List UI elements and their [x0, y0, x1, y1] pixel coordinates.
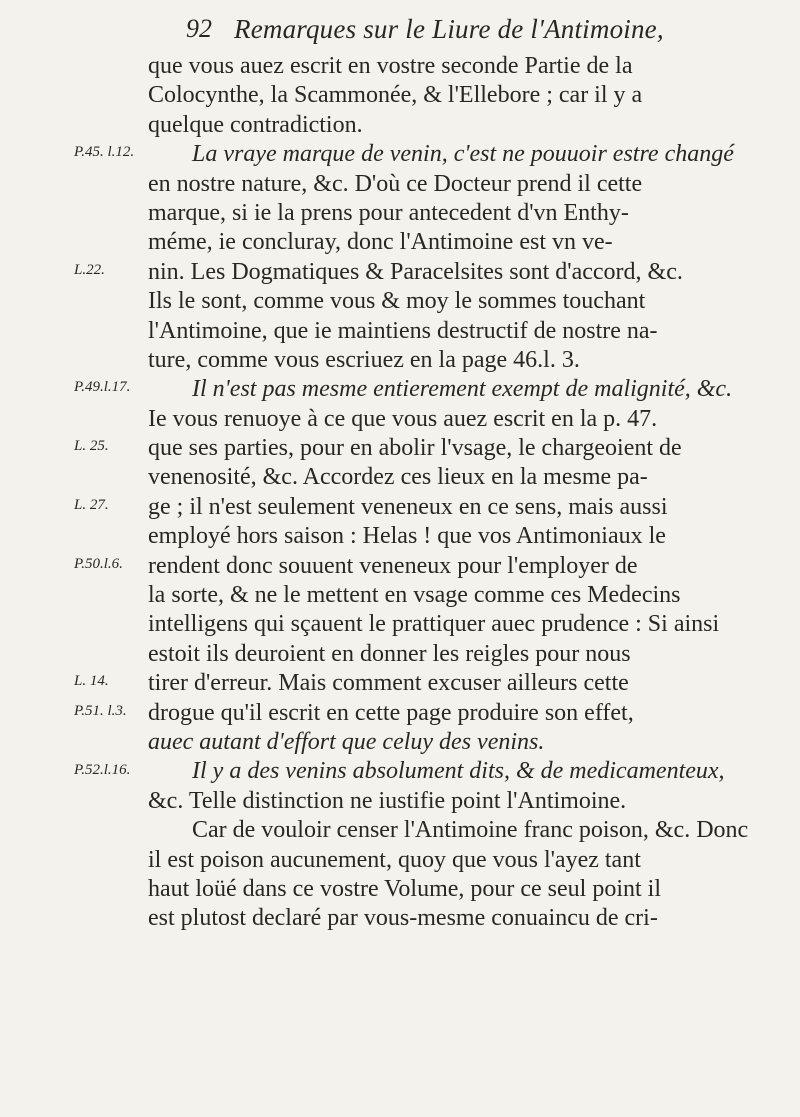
margin-note: L.22. — [74, 261, 105, 278]
margin-note: P.50.l.6. — [74, 555, 123, 572]
text-line: Colocynthe, la Scammonée, & l'Ellebore ; car il y a — [148, 82, 643, 109]
text-line: employé hors saison : Helas ! que vos Antimoniaux le — [148, 523, 666, 550]
text-line: Il n'est pas mesme entierement exempt de malignité, &c. — [192, 376, 733, 403]
text-line: méme, ie concluray, donc l'Antimoine est vn ve- — [148, 229, 613, 256]
margin-note: P.52.l.16. — [74, 761, 131, 778]
text-line: drogue qu'il escrit en cette page produire son effet, — [148, 699, 634, 726]
text-line: Il y a des venins absolument dits, & de medicamenteux, — [192, 758, 725, 785]
text-line: haut loüé dans ce vostre Volume, pour ce seul point il — [148, 875, 662, 902]
text-line: ge ; il n'est seulement veneneux en ce sens, mais aussi — [148, 493, 668, 520]
text-line: l'Antimoine, que ie maintiens destructif de nostre na- — [148, 317, 658, 344]
running-title: Remarques sur le Liure de l'Antimoine, — [234, 14, 664, 44]
page-header — [186, 14, 686, 54]
text-line: il est poison aucunement, quoy que vous l'ayez tant — [148, 846, 641, 873]
text-line: que vous auez escrit en vostre seconde Partie de la — [148, 53, 633, 79]
margin-note: L. 27. — [74, 497, 109, 513]
text-line: nin. Les Dogmatiques & Paracelsites sont d'accord, &c. — [148, 258, 683, 285]
text-line: intelligens qui sçauent le prattiquer auec prudence : Si ainsi — [148, 611, 720, 638]
margin-note: P.45. l.12. — [74, 144, 135, 161]
text-line: rendent donc souuent veneneux pour l'employer de — [148, 552, 638, 579]
text-line: venenosité, &c. Accordez ces lieux en la mesme pa- — [148, 464, 648, 491]
text-line: La vraye marque de venin, c'est ne pouuoir estre changé — [192, 141, 734, 168]
text-line: marque, si ie la prens pour antecedent d'vn Enthy- — [148, 199, 629, 226]
text-line: que ses parties, pour en abolir l'vsage, le chargeoient de — [148, 435, 682, 462]
margin-note: L. 25. — [74, 438, 109, 455]
text-line: est plutost declaré par vous-mesme conuaincu de cri- — [148, 905, 658, 932]
text-line: ture, comme vous escriuez en la page 46.l. 3. — [148, 346, 580, 373]
text-line: tirer d'erreur. Mais comment excuser ailleurs cette — [148, 670, 629, 697]
margin-note: L. 14. — [74, 673, 109, 690]
text-line: quelque contradiction. — [148, 111, 363, 138]
text-line: &c. Telle distinction ne iustifie point l'Antimoine. — [148, 787, 627, 814]
text-line: auec autant d'effort que celuy des venins. — [148, 728, 545, 755]
margin-note: P.49.l.17. — [74, 379, 131, 396]
text-line: estoit ils deuroient en donner les reigles pour nous — [148, 640, 631, 667]
body-text — [148, 52, 760, 934]
text-line: Ils le sont, comme vous & moy le sommes touchant — [148, 288, 646, 315]
text-line: Ie vous renuoye à ce que vous auez escrit en la p. 47. — [148, 405, 658, 432]
text-line: la sorte, & ne le mettent en vsage comme ces Medecins — [148, 582, 681, 609]
text-line: Car de vouloir censer l'Antimoine franc poison, &c. Donc — [192, 817, 749, 844]
margin-note: P.51. l.3. — [74, 702, 127, 719]
page-number: 92 — [186, 14, 212, 43]
text-line: en nostre nature, &c. D'où ce Docteur prend il cette — [148, 170, 643, 197]
